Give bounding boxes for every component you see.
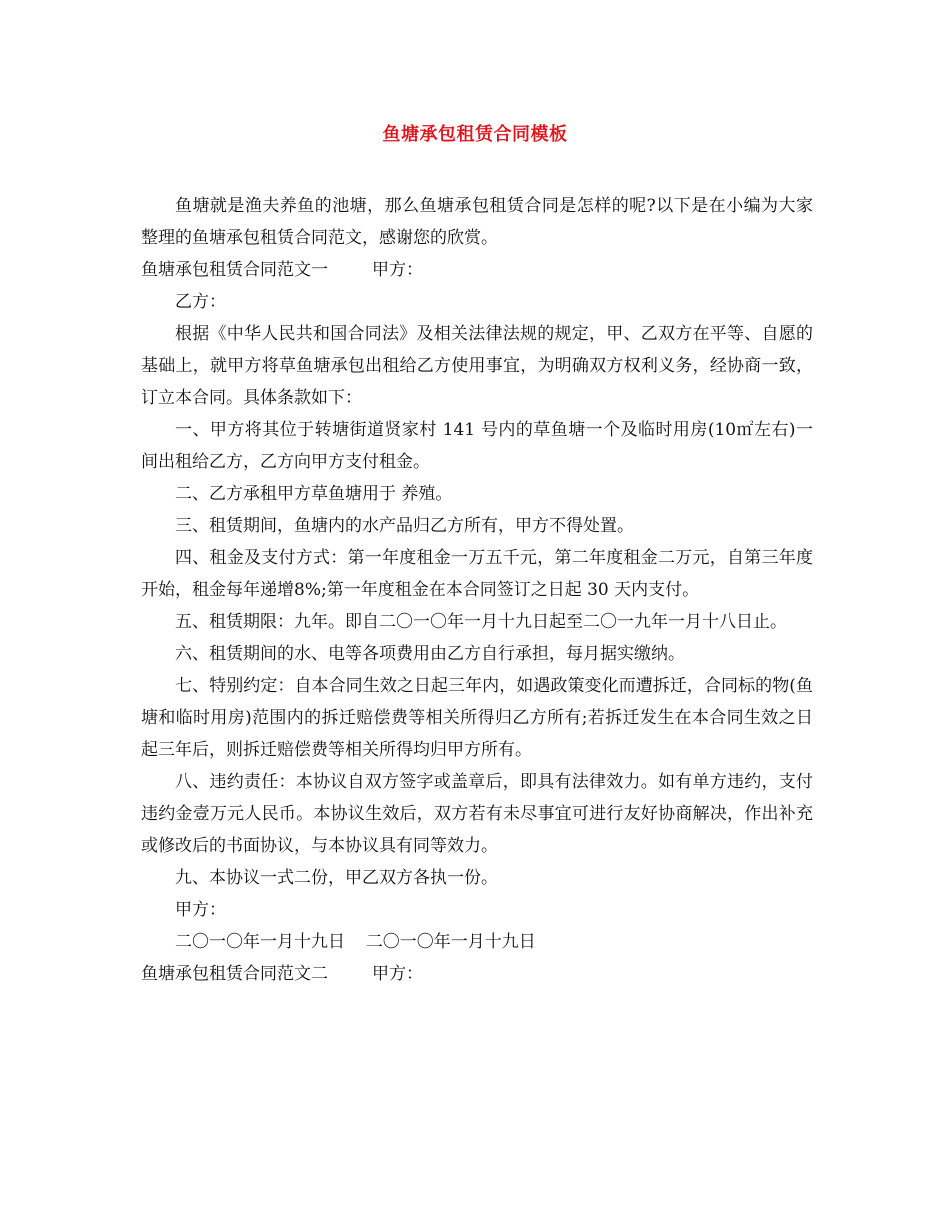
signature-date-2: 二〇一〇年一月十九日 (365, 932, 536, 952)
section-1-party-b: 乙方： (175, 292, 226, 312)
section-2-heading-line (141, 958, 813, 990)
document-title: 鱼塘承包租赁合同模板 (382, 124, 568, 145)
clause-6: 六、租赁期间的水、电等各项费用由乙方自行承担，每月据实缴纳。 (175, 644, 685, 664)
intro-paragraph: 鱼塘就是渔夫养鱼的池塘，那么鱼塘承包租赁合同是怎样的呢?以下是在小编为大家整理的鱼塘承包租赁合同范文，感谢您的欣赏。 (141, 196, 813, 248)
clause-9: 九、本协议一式二份，甲乙双方各执一份。 (175, 868, 498, 888)
clause-5: 五、租赁期限：九年。即自二〇一〇年一月十九日起至二〇一九年一月十八日止。 (175, 612, 787, 632)
clause-8: 八、违约责任：本协议自双方签字或盖章后，即具有法律效力。如有单方违约，支付违约金壹万元人民币。本协议生效后，双方若有未尽事宜可进行友好协商解决，作出补充或修改后的书面协议，与本协议具有同等效力。 (141, 772, 813, 856)
signature-dates (141, 926, 813, 958)
clause-2: 二、乙方承租甲方草鱼塘用于 养殖。 (175, 484, 453, 504)
signature-party: 甲方： (175, 900, 226, 920)
spacer (328, 958, 372, 990)
section-2-heading: 鱼塘承包租赁合同范文二 (141, 964, 328, 984)
clause-4: 四、租金及支付方式：第一年度租金一万五千元，第二年度租金二万元，自第三年度开始，租金每年递增8%;第一年度租金在本合同签订之日起 30 天内支付。 (141, 548, 813, 600)
signature-date-1: 二〇一〇年一月十九日 (175, 932, 345, 952)
document-body (141, 190, 813, 990)
section-1-heading-line (141, 254, 813, 286)
spacer (328, 254, 372, 286)
section-1-preamble: 根据《中华人民共和国合同法》及相关法律法规的规定，甲、乙双方在平等、自愿的基础上，就甲方将草鱼塘承包出租给乙方使用事宜，为明确双方权利义务，经协商一致，订立本合同。具体条款如下： (141, 324, 813, 408)
clause-1: 一、甲方将其位于转塘街道贤家村 141 号内的草鱼塘一个及临时用房(10㎡左右)一间出租给乙方，乙方向甲方支付租金。 (141, 420, 813, 472)
section-2-party-a: 甲方： (372, 964, 423, 984)
clause-3: 三、租赁期间，鱼塘内的水产品归乙方所有，甲方不得处置。 (175, 516, 634, 536)
section-1-heading: 鱼塘承包租赁合同范文一 (141, 260, 328, 280)
clause-7: 七、特别约定：自本合同生效之日起三年内，如遇政策变化而遭拆迁，合同标的物(鱼塘和临时用房)范围内的拆迁赔偿费等相关所得归乙方所有;若拆迁发生在本合同生效之日起三年后，则拆迁赔偿费等相关所得均归甲方所有。 (141, 676, 813, 760)
section-1-party-a: 甲方： (372, 260, 423, 280)
